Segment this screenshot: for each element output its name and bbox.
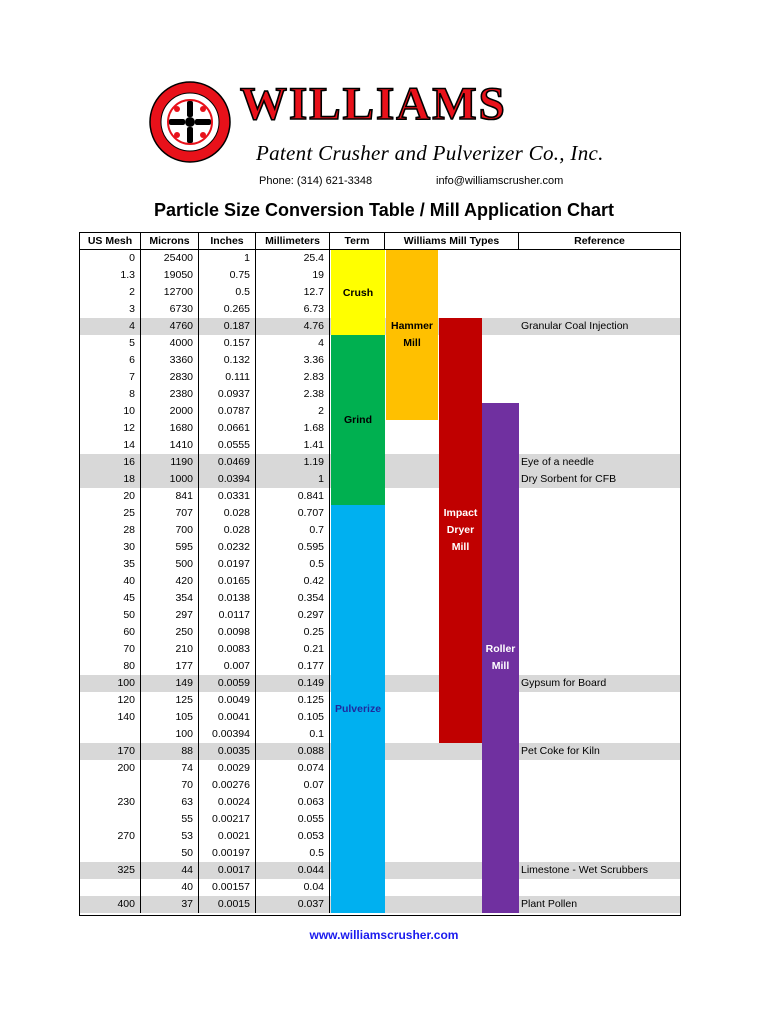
cell-mesh: 6 [80, 352, 141, 369]
cell-inches: 0.0937 [199, 386, 256, 403]
cell-microns: 1190 [141, 454, 199, 471]
cell-inches: 0.00276 [199, 777, 256, 794]
website-link[interactable]: www.williamscrusher.com [309, 928, 459, 942]
cell-mesh: 4 [80, 318, 141, 335]
cell-inches: 0.5 [199, 284, 256, 301]
cell-mm: 0.055 [256, 811, 330, 828]
col-header-term: Term [330, 233, 385, 249]
cell-mm: 4.76 [256, 318, 330, 335]
page-title: Particle Size Conversion Table / Mill Application Chart [153, 200, 615, 220]
cell-microns: 40 [141, 879, 199, 896]
mill-band-hammer-mill: Hammer Mill [386, 250, 438, 420]
cell-mm: 0.177 [256, 658, 330, 675]
cell-mm: 0.1 [256, 726, 330, 743]
cell-mesh: 70 [80, 641, 141, 658]
cell-inches: 0.0469 [199, 454, 256, 471]
cell-mesh: 45 [80, 590, 141, 607]
cell-mesh: 20 [80, 488, 141, 505]
cell-mm: 0.053 [256, 828, 330, 845]
cell-microns: 210 [141, 641, 199, 658]
cell-microns: 354 [141, 590, 199, 607]
cell-mesh: 230 [80, 794, 141, 811]
cell-inches: 0.0787 [199, 403, 256, 420]
cell-microns: 297 [141, 607, 199, 624]
cell-mesh: 35 [80, 556, 141, 573]
cell-mm: 2.38 [256, 386, 330, 403]
cell-mm: 3.36 [256, 352, 330, 369]
cell-reference: Dry Sorbent for CFB [521, 473, 617, 485]
cell-reference: Eye of a needle [521, 456, 594, 468]
col-header-reference: Reference [574, 235, 625, 247]
cell-microns: 420 [141, 573, 199, 590]
cell-inches: 0.0049 [199, 692, 256, 709]
cell-mm: 0.595 [256, 539, 330, 556]
cell-inches: 0.0197 [199, 556, 256, 573]
cell-mesh: 270 [80, 828, 141, 845]
cell-mm: 6.73 [256, 301, 330, 318]
cell-mm: 0.354 [256, 590, 330, 607]
col-header-mill-types: Williams Mill Types [385, 233, 519, 249]
cell-mesh: 14 [80, 437, 141, 454]
cell-mesh: 18 [80, 471, 141, 488]
cell-mm: 1.19 [256, 454, 330, 471]
cell-inches: 0.111 [199, 369, 256, 386]
cell-mesh: 170 [80, 743, 141, 760]
cell-microns: 2830 [141, 369, 199, 386]
cell-inches: 0.0083 [199, 641, 256, 658]
cell-inches: 0.00157 [199, 879, 256, 896]
cell-mm: 0.7 [256, 522, 330, 539]
mill-band-roller-mill: Roller Mill [482, 403, 519, 913]
cell-inches: 0.0029 [199, 760, 256, 777]
cell-inches: 0.0394 [199, 471, 256, 488]
cell-inches: 0.0021 [199, 828, 256, 845]
cell-mesh: 12 [80, 420, 141, 437]
cell-inches: 0.007 [199, 658, 256, 675]
cell-mesh [80, 845, 141, 862]
cell-microns: 2380 [141, 386, 199, 403]
cell-microns: 6730 [141, 301, 199, 318]
cell-mesh: 28 [80, 522, 141, 539]
cell-mm: 4 [256, 335, 330, 352]
col-header-microns: Microns [141, 233, 199, 249]
cell-mm: 0.07 [256, 777, 330, 794]
cell-mm: 0.25 [256, 624, 330, 641]
cell-mm: 0.5 [256, 556, 330, 573]
cell-inches: 0.0661 [199, 420, 256, 437]
cell-mesh: 400 [80, 896, 141, 913]
cell-mm: 1.68 [256, 420, 330, 437]
cell-microns: 55 [141, 811, 199, 828]
cell-mesh: 140 [80, 709, 141, 726]
conversion-table [79, 232, 681, 916]
cell-mm: 12.7 [256, 284, 330, 301]
cell-mesh: 30 [80, 539, 141, 556]
cell-microns: 19050 [141, 267, 199, 284]
cell-microns: 74 [141, 760, 199, 777]
cell-inches: 0.157 [199, 335, 256, 352]
cell-microns: 105 [141, 709, 199, 726]
cell-inches: 0.0138 [199, 590, 256, 607]
contact-phone: Phone: (314) 621-3348 [259, 175, 373, 187]
cell-reference: Plant Pollen [521, 898, 578, 910]
cell-mesh: 40 [80, 573, 141, 590]
term-band-crush: Crush [331, 250, 385, 335]
term-band-pulverize: Pulverize [331, 505, 385, 913]
cell-inches: 0.75 [199, 267, 256, 284]
cell-inches: 0.00394 [199, 726, 256, 743]
cell-mm: 1 [256, 471, 330, 488]
cell-microns: 1680 [141, 420, 199, 437]
cell-inches: 0.0555 [199, 437, 256, 454]
cell-mm: 25.4 [256, 250, 330, 267]
cell-mesh: 8 [80, 386, 141, 403]
cell-mm: 0.088 [256, 743, 330, 760]
cell-mesh: 7 [80, 369, 141, 386]
cell-inches: 0.187 [199, 318, 256, 335]
cell-mm: 0.5 [256, 845, 330, 862]
cell-mesh: 50 [80, 607, 141, 624]
cell-inches: 0.00197 [199, 845, 256, 862]
cell-microns: 63 [141, 794, 199, 811]
cell-mm: 0.044 [256, 862, 330, 879]
cell-mesh: 10 [80, 403, 141, 420]
cell-microns: 37 [141, 896, 199, 913]
cell-reference: Gypsum for Board [521, 677, 607, 689]
cell-microns: 25400 [141, 250, 199, 267]
cell-mesh [80, 726, 141, 743]
cell-inches: 0.028 [199, 522, 256, 539]
cell-microns: 88 [141, 743, 199, 760]
cell-mm: 19 [256, 267, 330, 284]
cell-microns: 4000 [141, 335, 199, 352]
cell-mm: 0.149 [256, 675, 330, 692]
cell-inches: 0.028 [199, 505, 256, 522]
cell-inches: 0.0331 [199, 488, 256, 505]
cell-inches: 0.0098 [199, 624, 256, 641]
cell-inches: 0.0017 [199, 862, 256, 879]
contact-email[interactable]: info@williamscrusher.com [436, 175, 564, 187]
cell-microns: 3360 [141, 352, 199, 369]
cell-mm: 2.83 [256, 369, 330, 386]
cell-microns: 250 [141, 624, 199, 641]
cell-mesh: 100 [80, 675, 141, 692]
cell-mesh: 16 [80, 454, 141, 471]
cell-mm: 0.04 [256, 879, 330, 896]
cell-inches: 1 [199, 250, 256, 267]
cell-mm: 0.21 [256, 641, 330, 658]
cell-mm: 2 [256, 403, 330, 420]
cell-microns: 44 [141, 862, 199, 879]
cell-microns: 2000 [141, 403, 199, 420]
cell-inches: 0.0035 [199, 743, 256, 760]
cell-microns: 149 [141, 675, 199, 692]
col-header-us-mesh: US Mesh [80, 233, 141, 249]
cell-mm: 0.037 [256, 896, 330, 913]
col-header-millimeters: Millimeters [256, 233, 330, 249]
cell-microns: 125 [141, 692, 199, 709]
cell-mm: 0.074 [256, 760, 330, 777]
mill-band-impact-dryer-mill: Impact Dryer Mill [439, 318, 482, 743]
cell-mm: 1.41 [256, 437, 330, 454]
cell-mesh: 1.3 [80, 267, 141, 284]
cell-inches: 0.0015 [199, 896, 256, 913]
col-header-inches: Inches [199, 233, 256, 249]
cell-inches: 0.0232 [199, 539, 256, 556]
brand-wordmark: WILLIAMS [240, 78, 507, 130]
cell-microns: 70 [141, 777, 199, 794]
cell-microns: 1410 [141, 437, 199, 454]
cell-inches: 0.0165 [199, 573, 256, 590]
cell-reference: Limestone - Wet Scrubbers [521, 864, 649, 876]
company-full-name: Patent Crusher and Pulverizer Co., Inc. [256, 141, 604, 165]
cell-mm: 0.297 [256, 607, 330, 624]
cell-inches: 0.265 [199, 301, 256, 318]
cell-inches: 0.0059 [199, 675, 256, 692]
cell-mesh [80, 777, 141, 794]
cell-inches: 0.0117 [199, 607, 256, 624]
cell-mm: 0.707 [256, 505, 330, 522]
cell-mesh: 80 [80, 658, 141, 675]
cell-inches: 0.0041 [199, 709, 256, 726]
table-header-row [80, 233, 680, 250]
cell-microns: 841 [141, 488, 199, 505]
term-band-grind: Grind [331, 335, 385, 505]
cell-microns: 50 [141, 845, 199, 862]
cell-mm: 0.42 [256, 573, 330, 590]
cell-microns: 177 [141, 658, 199, 675]
cell-mm: 0.105 [256, 709, 330, 726]
cell-microns: 100 [141, 726, 199, 743]
cell-reference: Granular Coal Injection [521, 320, 629, 332]
cell-inches: 0.00217 [199, 811, 256, 828]
cell-mm: 0.063 [256, 794, 330, 811]
cell-mm: 0.125 [256, 692, 330, 709]
cell-microns: 500 [141, 556, 199, 573]
cell-inches: 0.132 [199, 352, 256, 369]
cell-mesh: 60 [80, 624, 141, 641]
cell-mesh: 25 [80, 505, 141, 522]
cell-inches: 0.0024 [199, 794, 256, 811]
cell-mm: 0.841 [256, 488, 330, 505]
cell-microns: 700 [141, 522, 199, 539]
cell-mesh: 3 [80, 301, 141, 318]
cell-reference: Pet Coke for Kiln [521, 745, 600, 757]
cell-microns: 707 [141, 505, 199, 522]
cell-mesh: 120 [80, 692, 141, 709]
cell-microns: 4760 [141, 318, 199, 335]
cell-microns: 53 [141, 828, 199, 845]
cell-mesh [80, 811, 141, 828]
cell-mesh [80, 879, 141, 896]
cell-microns: 1000 [141, 471, 199, 488]
cell-mesh: 325 [80, 862, 141, 879]
cell-microns: 12700 [141, 284, 199, 301]
cell-mesh: 2 [80, 284, 141, 301]
cell-mesh: 0 [80, 250, 141, 267]
cell-mesh: 5 [80, 335, 141, 352]
cell-mesh: 200 [80, 760, 141, 777]
cell-microns: 595 [141, 539, 199, 556]
company-seal-logo [149, 81, 231, 163]
